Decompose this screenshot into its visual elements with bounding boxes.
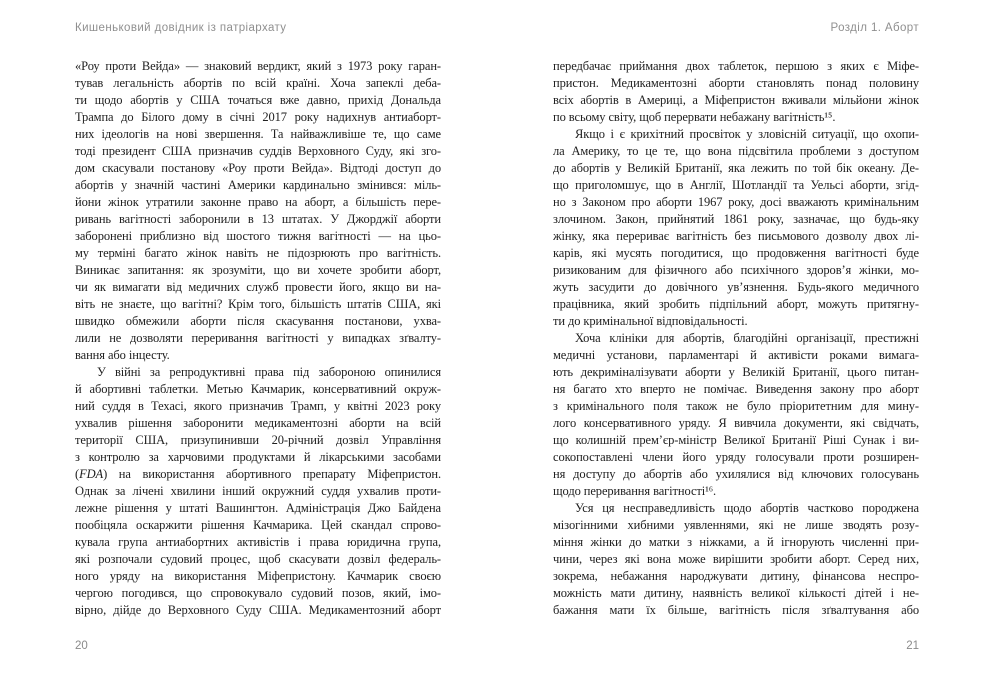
text-line: які розпочали судовий процес, щоб скасувати дозвіл федераль- (75, 552, 441, 566)
text-line: ризикованим для фізичного або психічного здоров’я жінки, мо- (553, 263, 919, 277)
text-line: що колишній прем’єр-міністр Великої Британії Ріші Сунак і ви- (553, 433, 919, 447)
text-line: «Роу проти Вейда» — знаковий вердикт, який з 1973 року гаран- (75, 59, 441, 73)
text-line: з контролю за харчовими продуктами й лікарськими засобами (75, 450, 441, 464)
page-number-right: 21 (906, 640, 919, 652)
text-line: лежне рішення у штаті Вашингтон. Адміністрація Джо Байдена (75, 501, 441, 515)
page-text-left (75, 58, 441, 619)
text-line: дом скасували постанову «Роу проти Вейда». Відтоді доступ до (75, 161, 441, 175)
text-line: Хоча клініки для абортів, благодійні організації, престижні (575, 331, 919, 345)
text-line: ня доступу до абортів або ухилялися від ключових голосувань (553, 467, 919, 481)
text-line: злочином. Закон, прийнятий 1861 року, зазначає, що будь-яку (553, 212, 919, 226)
running-header-chapter-title: Розділ 1. Аборт (830, 22, 919, 34)
text-line: ня багато хто вперто не помічає. Виведення закону про аборт (553, 382, 919, 396)
text-line: абортів у значній частині Америки кардинально змінився: міль- (75, 178, 441, 192)
text-line: передбачає приймання двох таблеток, першою з яких є Міфе- (553, 59, 919, 73)
text-line: йони жінок утратили законне право на аборт, а більшість пере- (75, 195, 441, 209)
text-line: бажання мати їх більше, вагітність після зґвалтування або (553, 603, 919, 617)
text-line: мізогінними хибними уявленнями, які не лише зводять розу- (553, 518, 919, 532)
text-line: ти щодо абортів у США точаться вже давно, прихід Дональда (75, 93, 441, 107)
text-line: ний суддя в Техасі, якого призначив Трамп, у квітні 2023 року (75, 399, 441, 413)
text-line: жуть засудити до довічного ув’язнення. Будь-якого медичного (553, 280, 919, 294)
page-number-left: 20 (75, 640, 88, 652)
text-line: Трампа до Білого дому в січні 2017 року надихнув антиаборт- (75, 110, 441, 124)
text-line: вірно, дійде до Верховного Суду США. Медикаментозний аборт (75, 603, 441, 617)
text-line: Уся ця несправедливість щодо абортів частково породжена (575, 501, 919, 515)
text-line: ривань вагітності заборонили в 13 штатах. У Джорджії аборти (75, 212, 441, 226)
text-line: (FDA) на використання абортивного препарату Міфепристон. (75, 467, 441, 481)
text-line: лого консервативного уряду. Я вивчила документи, які свідчать, (553, 416, 919, 430)
text-line: кувала група антиабортних активістів і права юридична група, (75, 535, 441, 549)
text-line: ухвалив рішення заборонити медикаментозні аборти на всій (75, 416, 441, 430)
text-line: ного уряду на використання Міфепристону. Качмарик своєю (75, 569, 441, 583)
text-line: по всьому світу, щоб перервати небажану вагітність¹⁵. (553, 110, 836, 124)
text-line: території США, призупинивши 20-річний дозвіл Управління (75, 433, 441, 447)
page-text-right (553, 58, 919, 619)
text-line: сокопоставлені члени його уряду голосували проти розширен- (553, 450, 919, 464)
text-line: пристон. Медикаментозні аборти становлять понад половину (553, 76, 919, 90)
text-line: жінку, яка перериває вагітність без письмового дозволу двох лі- (553, 229, 919, 243)
text-line: карів, які мусять погодитися, що продовження вагітності буде (553, 246, 919, 260)
text-line: му терміні багато жінок навіть не підозрюють про вагітність. (75, 246, 441, 260)
text-line: тоді президент США призначив суддів Верховного Суду, які зго- (75, 144, 441, 158)
text-line: й абортивні таблетки. Метью Качмарик, консервативний окруж- (75, 382, 441, 396)
text-line: вання або інцесту. (75, 348, 170, 362)
text-line: віть не знаєте, що вагітні? Крім того, більшість штатів США, які (75, 297, 441, 311)
text-line: що приголомшує, що в Англії, Шотландії та Уельсі аборти, згід- (553, 178, 919, 192)
text-line: можність мати дитину, наявність великої кількості дітей і не- (553, 586, 919, 600)
text-line: чини, через які вона може вирішити зробити аборт. Серед них, (553, 552, 919, 566)
text-line: них ідеологів на нові звершення. Та найважливіше те, що саме (75, 127, 441, 141)
text-line: міння жінки до матки з ніжками, а й ігнорують численні при- (553, 535, 919, 549)
text-line: тував легальність абортів по всій країні. Хоча запеклі деба- (75, 76, 441, 90)
text-line: швидко обмежили аборти після скасування постанови, ухва- (75, 314, 441, 328)
text-line: Виникає запитання: як зрозуміти, що ви хочете зробити аборт, (75, 263, 441, 277)
text-line: заборонені приблизно від шостого тижня вагітності — на цьо- (75, 229, 441, 243)
running-header-book-title: Кишеньковий довідник із патріархату (75, 22, 287, 34)
text-line: чи як вимагати від медичних служб провести його, якщо ви на- (75, 280, 441, 294)
text-line: но з Законом про аборти 1967 року, досі вважають кримінальним (553, 195, 919, 209)
text-line: медичні установи, парламентарі й активісти роками вимага- (553, 348, 919, 362)
text-line: всіх абортів в Америці, а Міфепристон вживали мільйони жінок (553, 93, 919, 107)
text-line: пообіцяла оскаржити рішення Качмарика. Цей скандал спрово- (75, 518, 441, 532)
text-line: чергою погодився, що спровокувало судовий позов, який, імо- (75, 586, 441, 600)
text-line: ють декриміналізувати аборти у Великій Британії, цього питан- (553, 365, 919, 379)
text-line: щодо переривання вагітності¹⁶. (553, 484, 717, 498)
text-line: лили не дозволяти переривання вагітності у випадках зґвалту- (75, 331, 441, 345)
text-line: зокрема, небажання народжувати дитину, фінансова неспро- (553, 569, 919, 583)
text-line: Однак за лічені хвилини інший окружний суддя ухвалив проти- (75, 484, 441, 498)
text-line: Якщо і є крихітний просвіток у зловісній ситуації, що охопи- (575, 127, 919, 141)
text-line: У війні за репродуктивні права під забороною опинилися (97, 365, 441, 379)
text-line: ла Америку, то це те, що вона підсвітила проблеми з доступом (553, 144, 919, 158)
text-line: працівника, який зробить підпільний аборт, можуть притягну- (553, 297, 919, 311)
text-line: до абортів у Великій Британії, яка лежить по той бік океану. Де- (553, 161, 919, 175)
text-line: з кримінального поля також не було пріоритетним для мину- (553, 399, 919, 413)
text-line: ти до кримінальної відповідальності. (553, 314, 748, 328)
